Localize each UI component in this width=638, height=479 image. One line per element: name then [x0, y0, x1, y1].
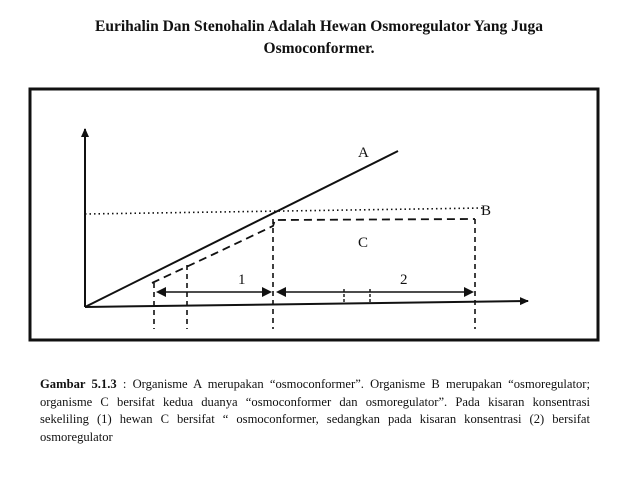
range2-arrowhead-right: [464, 287, 474, 297]
diagram-figure: [28, 87, 600, 342]
caption-label: Gambar 5.1.3: [40, 377, 117, 391]
title-line-1: Eurihalin Dan Stenohalin Adalah Hewan Osmoregulator Yang Juga: [94, 18, 544, 35]
figure-caption: [40, 376, 590, 446]
caption-text: : Organisme A merupakan “osmoconformer”. Organisme B merupakan “osmoregulator; organisme C bersifat kedua duanya “osmoconformer dan osmoregulator”. Pada kisaran konsentrasi sekeliling (1) hewan C bersifat “ osmoconformer, sedangkan pada kisaran konsentrasi (2) bersifat osmoregulator: [40, 377, 590, 444]
osmoregulation-diagram: [28, 87, 600, 342]
range1-arrowhead-left: [156, 287, 166, 297]
label-a: A: [358, 145, 369, 161]
figure-frame: [30, 89, 598, 340]
range1-arrowhead-right: [262, 287, 272, 297]
range2-arrowhead-left: [276, 287, 286, 297]
label-c: C: [358, 235, 369, 251]
curve-c: [152, 219, 475, 283]
x-axis: [85, 301, 528, 307]
label-b: B: [481, 203, 492, 219]
page-title: [40, 16, 598, 60]
label-range-1: 1: [238, 272, 246, 288]
label-range-2: 2: [400, 272, 408, 288]
title-line-2: Osmoconformer.: [263, 40, 375, 57]
